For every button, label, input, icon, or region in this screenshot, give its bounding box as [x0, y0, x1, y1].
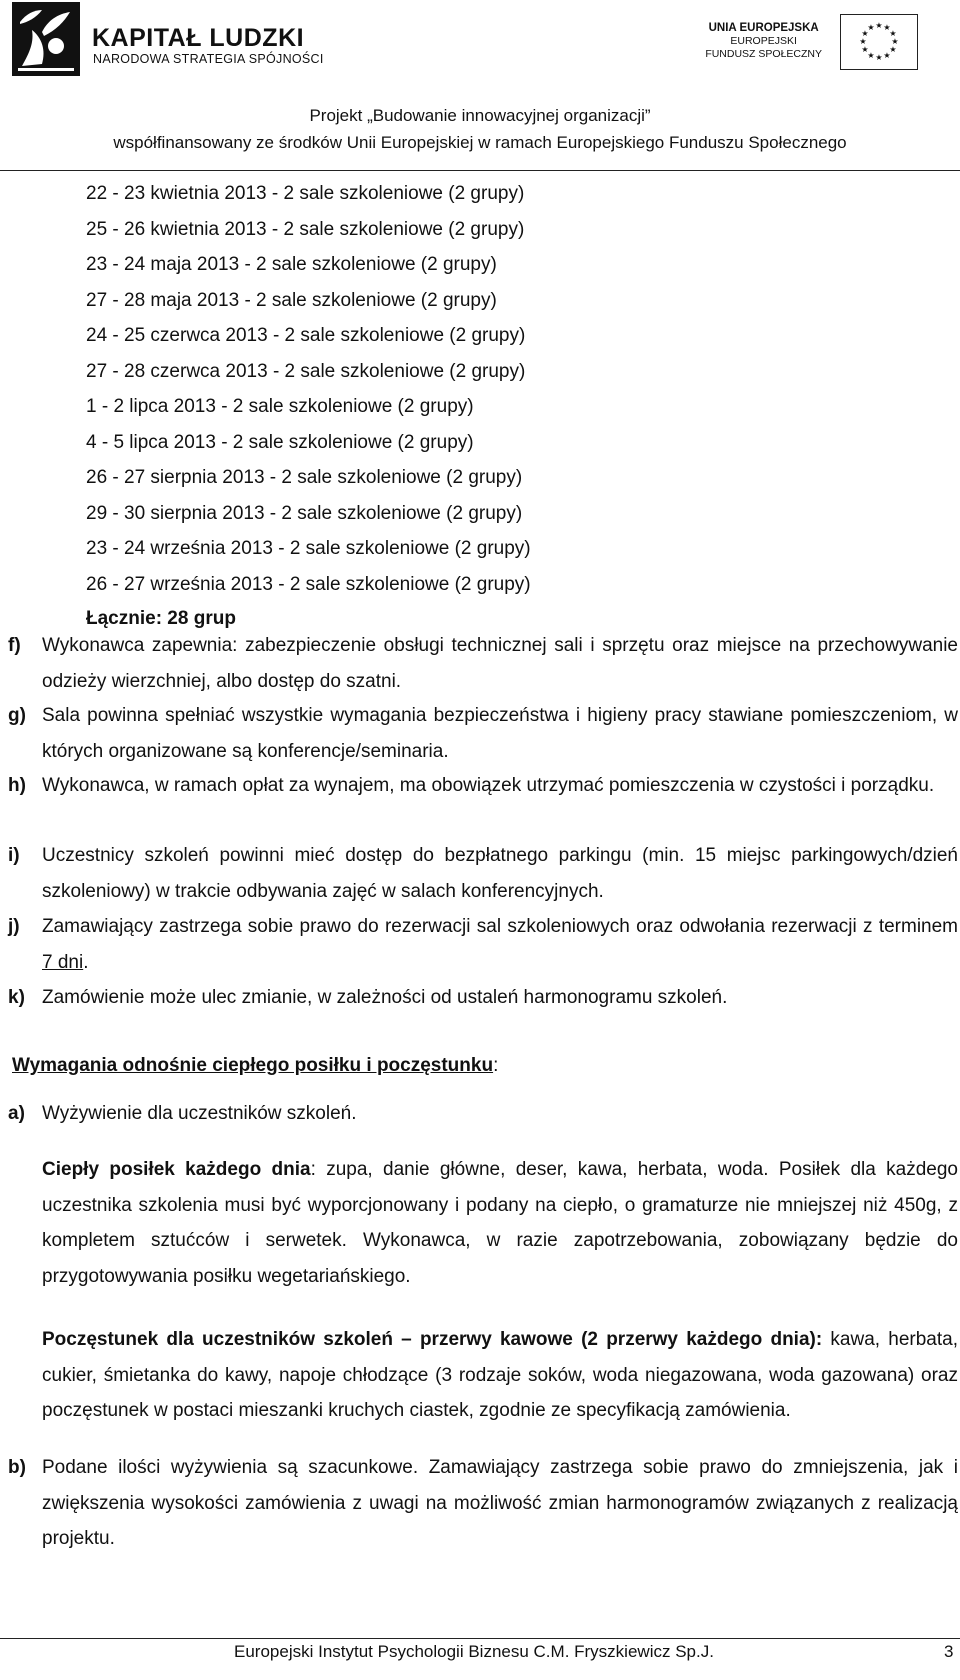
requirement-label: f) [8, 635, 21, 656]
requirement-label: h) [8, 775, 26, 796]
header-divider [0, 170, 960, 171]
requirement-h [8, 768, 958, 804]
svg-text:★: ★ [891, 37, 899, 46]
logo-left-title: KAPITAŁ LUDZKI [92, 24, 305, 52]
project-title: Projekt „Budowanie innowacyjnej organizacji” [309, 106, 651, 125]
requirement-j [8, 909, 958, 980]
svg-text:★: ★ [861, 45, 869, 54]
svg-text:★: ★ [875, 21, 883, 30]
eu-logo-line2: EUROPEJSKI [730, 35, 797, 47]
svg-text:★: ★ [875, 53, 883, 62]
eu-flag-icon [840, 14, 918, 70]
hot-meal-text: : zupa, danie główne, deser, kawa, herbata, woda. Posiłek dla każdego uczestnika szkolenia musi być wyporcjonowany i podany na ciepło, o gramaturze nie mniejszej niż 450g, z kompletem sztućców i serwetek. Wykonawca, w razie zapotrzebowania, zobowiązany będzie do przygotowywania posiłku wegetariańskiego. [42, 1159, 958, 1287]
project-cofinancing: współfinansowany ze środków Unii Europejskiej w ramach Europejskiego Funduszu Społecznego [113, 133, 847, 152]
eu-logo-line3: FUNDUSZ SPOŁECZNY [705, 48, 822, 60]
eu-logo [705, 12, 920, 72]
svg-text:★: ★ [889, 45, 897, 54]
list-item: 23 - 24 maja 2013 - 2 sale szkoleniowe (2 grupy) [86, 254, 497, 275]
requirement-text: Uczestnicy szkoleń powinni mieć dostęp do bezpłatnego parkingu (min. 15 miejsc parkingowych/dzień szkoleniowy) w trakcie odbywania zajęć w salach konferencyjnych. [42, 845, 958, 902]
meal-label: a) [8, 1103, 25, 1124]
kapital-ludzki-logo [12, 2, 342, 78]
hot-meal-paragraph [42, 1152, 958, 1294]
requirement-text: Sala powinna spełniać wszystkie wymagania bezpieczeństwa i higieny pracy stawiane pomieszczeniom, w których organizowane są konferencje/seminaria. [42, 705, 958, 762]
requirement-text: Wykonawca zapewnia: zabezpieczenie obsługi technicznej sali i sprzętu oraz miejsce na przechowywanie odzieży wierzchniej, albo dostęp do szatni. [42, 635, 958, 692]
requirement-i [8, 838, 958, 909]
hot-meal-heading: Ciepły posiłek każdego dnia [42, 1159, 311, 1180]
requirement-text-main: Zamawiający zastrzega sobie prawo do rezerwacji sal szkoleniowych oraz odwołania rezerwacji z terminem [42, 916, 958, 937]
requirement-text: Wykonawca, w ramach opłat za wynajem, ma obowiązek utrzymać pomieszczenia w czystości i porządku. [42, 775, 935, 796]
section-heading-text: Wymagania odnośnie ciepłego posiłku i poczęstunku [12, 1055, 494, 1076]
footer-divider [0, 1638, 960, 1639]
svg-text:★: ★ [883, 51, 891, 60]
svg-text:★: ★ [861, 29, 869, 38]
list-item: 26 - 27 września 2013 - 2 sale szkoleniowe (2 grupy) [86, 573, 531, 595]
training-dates-list [86, 176, 786, 636]
list-item: 27 - 28 czerwca 2013 - 2 sale szkoleniowe (2 grupy) [86, 360, 526, 382]
requirement-g [8, 698, 958, 769]
list-item: 1 - 2 lipca 2013 - 2 sale szkoleniowe (2 grupy) [86, 396, 474, 417]
eu-logo-line1: UNIA EUROPEJSKA [708, 22, 819, 34]
requirement-text-end: . [83, 951, 89, 973]
meal-text: Podane ilości wyżywienia są szacunkowe. Zamawiający zastrzega sobie prawo do zmniejszenia, jak i zwiększenia wysokości zamówienia z uwagi na możliwość zmian harmonogramów związanych z realizacją projektu. [42, 1457, 958, 1549]
requirement-k [8, 980, 958, 1016]
list-item: 29 - 30 sierpnia 2013 - 2 sale szkoleniowe (2 grupy) [86, 502, 523, 524]
page-number: 3 [944, 1642, 954, 1661]
list-item: 25 - 26 kwietnia 2013 - 2 sale szkoleniowe (2 grupy) [86, 218, 525, 240]
list-item: 22 - 23 kwietnia 2013 - 2 sale szkoleniowe (2 grupy) [86, 183, 525, 204]
list-item: 4 - 5 lipca 2013 - 2 sale szkoleniowe (2 grupy) [86, 431, 474, 453]
meal-text: Wyżywienie dla uczestników szkoleń. [42, 1103, 357, 1124]
svg-text:★: ★ [867, 23, 875, 32]
meal-item-b [8, 1450, 958, 1557]
svg-text:★: ★ [883, 23, 891, 32]
coffee-break-heading: Poczęstunek dla uczestników szkoleń – przerwy kawowe (2 przerwy każdego dnia): [42, 1329, 823, 1350]
list-item: 26 - 27 sierpnia 2013 - 2 sale szkoleniowe (2 grupy) [86, 467, 523, 488]
requirement-label: k) [8, 987, 25, 1008]
kapital-ludzki-tree-icon [12, 2, 80, 76]
list-item: 27 - 28 maja 2013 - 2 sale szkoleniowe (2 grupy) [86, 289, 497, 311]
meal-label: b) [8, 1457, 26, 1478]
eu-logo-text [705, 22, 822, 61]
groups-total: Łącznie: 28 grup [86, 608, 236, 629]
section-heading [12, 1050, 498, 1082]
requirement-label: i) [8, 845, 20, 866]
svg-text:★: ★ [867, 51, 875, 60]
notice-period: 7 dni [42, 951, 84, 973]
coffee-break-text: kawa, herbata, cukier, śmietanka do kawy, napoje chłodzące (3 rodzaje soków, woda niegazowana, woda gazowana) oraz poczęstunek w postaci mieszanki kruchych ciastek, zgodnie ze specyfikacją zamówienia. [42, 1329, 958, 1421]
requirement-text [42, 909, 958, 980]
svg-text:★: ★ [889, 29, 897, 38]
requirement-label: j) [8, 916, 20, 937]
coffee-break-paragraph [42, 1322, 958, 1429]
requirement-f [8, 628, 958, 699]
requirement-label: g) [8, 705, 26, 726]
list-item: 24 - 25 czerwca 2013 - 2 sale szkoleniowe (2 grupy) [86, 325, 526, 346]
list-item: 23 - 24 września 2013 - 2 sale szkoleniowe (2 grupy) [86, 538, 531, 559]
meal-item-a [8, 1096, 958, 1132]
logo-left-subtitle: NARODOWA STRATEGIA SPÓJNOŚCI [93, 52, 324, 66]
requirement-text: Zamówienie może ulec zmianie, w zależności od ustaleń harmonogramu szkoleń. [42, 987, 728, 1008]
section-heading-colon: : [493, 1055, 499, 1076]
svg-text:★: ★ [859, 37, 867, 46]
page-header [0, 0, 960, 172]
footer-company: Europejski Instytut Psychologii Biznesu C.M. Fryszkiewicz Sp.J. [234, 1642, 714, 1661]
